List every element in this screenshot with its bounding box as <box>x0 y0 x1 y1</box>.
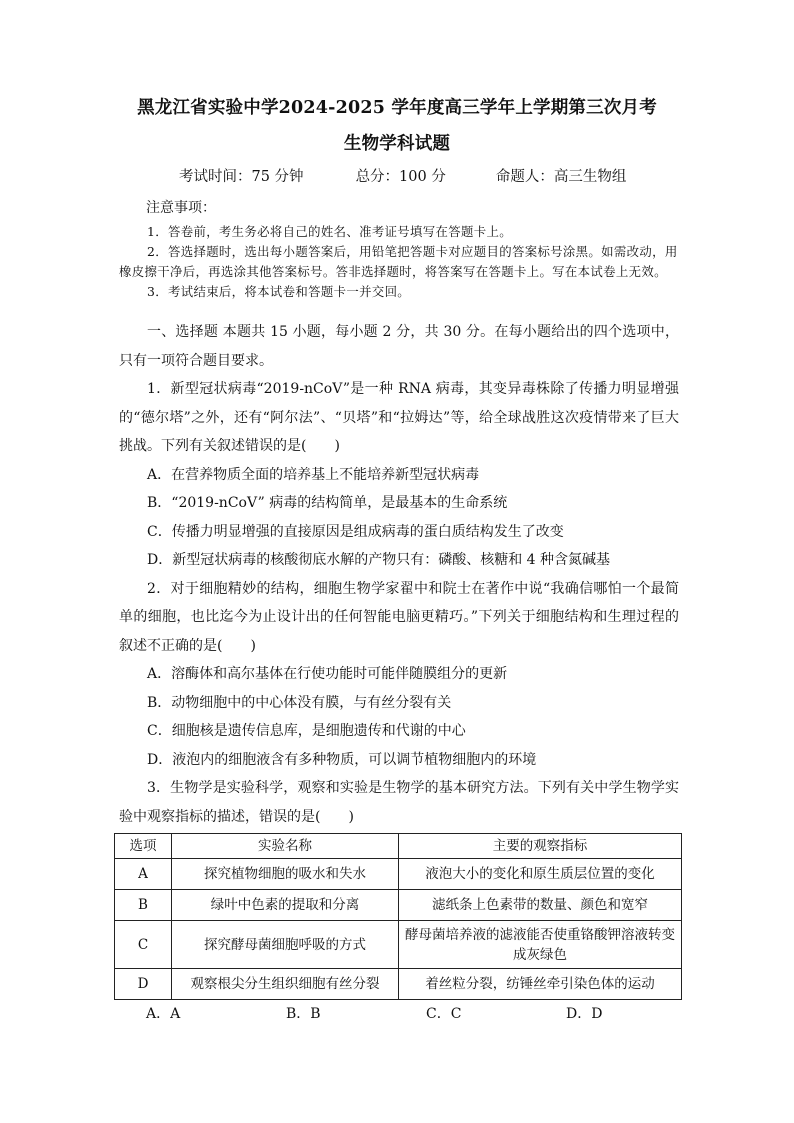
answer-option: B．动物细胞中的中心体没有膜，与有丝分裂有关 <box>147 694 452 711</box>
total-score: 总分：100 分 <box>355 169 446 185</box>
notice-item: 2．答选择题时，选出每小题答案后，用铅笔把答题卡对应题目的答案标号涂黑。如需改动，用橡皮擦干净后，再选涂其他答案标号。答非选择题时，将答案写在答题卡上。写在本试卷上无效。 <box>119 244 678 279</box>
table-cell: 绿叶中色素的提取和分离 <box>172 890 399 921</box>
exam-time: 考试时间：75 分钟 <box>179 169 304 185</box>
answer-option: D．液泡内的细胞液含有多种物质，可以调节植物细胞内的环境 <box>147 751 537 768</box>
table-cell: 探究植物细胞的吸水和失水 <box>172 859 399 890</box>
table-row <box>115 921 682 969</box>
table-cell: 着丝粒分裂，纺锤丝牵引染色体的运动 <box>399 969 682 1000</box>
notice-item: 1．答卷前，考生务必将自己的姓名、准考证号填写在答题卡上。 <box>147 224 512 239</box>
exam-subject-title: 生物学科试题 <box>343 134 451 154</box>
table-row <box>115 890 682 921</box>
table-cell: B <box>115 890 172 921</box>
table-row <box>115 969 682 1000</box>
notice-item: 3．考试结束后，将本试卷和答题卡一并交回。 <box>147 284 411 299</box>
table-cell: 观察根尖分生组织细胞有丝分裂 <box>172 969 399 1000</box>
table-cell: 滤纸条上色素带的数量、颜色和宽窄 <box>399 890 682 921</box>
exam-author: 命题人：高三生物组 <box>495 169 627 185</box>
section-heading: 一、选择题 本题共 15 小题，每小题 2 分，共 30 分。在每小题给出的四个选项中，只有一项符合题目要求。 <box>119 324 679 369</box>
answer-choice: B．B <box>286 1006 321 1022</box>
question-stem: 2．对于细胞精妙的结构，细胞生物学家翟中和院士在著作中说“我确信哪怕一个最简单的细胞，也比迄今为止设计出的任何智能电脑更精巧。”下列关于细胞结构和生理过程的叙述不正确的是( ) <box>119 580 679 654</box>
answer-option: C．传播力明显增强的直接原因是组成病毒的蛋白质结构发生了改变 <box>147 523 564 540</box>
table-cell: A <box>115 859 172 890</box>
column-header: 选项 <box>115 834 172 859</box>
answer-option: A．在营养物质全面的培养基上不能培养新型冠状病毒 <box>147 466 480 483</box>
answer-option: A．溶酶体和高尔基体在行使功能时可能伴随膜组分的更新 <box>147 666 508 682</box>
table-cell: C <box>115 921 172 969</box>
answer-choice: A．A <box>146 1006 181 1022</box>
exam-meta <box>179 165 626 186</box>
column-header: 主要的观察指标 <box>399 834 682 859</box>
table-header-row <box>115 834 682 859</box>
question-block <box>119 318 679 831</box>
table-row <box>115 859 682 890</box>
table-cell: 探究酵母菌细胞呼吸的方式 <box>172 921 399 969</box>
notice-list <box>119 222 679 302</box>
exam-title: 黑龙江省实验中学2024-2025 学年度高三学年上学期第三次月考 <box>137 98 657 118</box>
answer-option: B．“2019-nCoV” 病毒的结构简单，是最基本的生命系统 <box>147 495 508 511</box>
table-cell: 酵母菌培养液的滤液能否使重铬酸钾溶液转变成灰绿色 <box>399 921 682 969</box>
answer-choice: C．C <box>426 1006 462 1022</box>
question-stem: 1．新型冠状病毒“2019-nCoV”是一种 RNA 病毒，其变异毒株除了传播力明显增强的“德尔塔”之外，还有“阿尔法”、“贝塔”和“拉姆达”等，给全球战胜这次疫情带来了巨大挑战。下列有关叙述错误的是( ) <box>119 381 679 454</box>
answer-option: C．细胞核是遗传信息库，是细胞遗传和代谢的中心 <box>147 723 466 739</box>
question-stem: 3．生物学是实验科学，观察和实验是生物学的基本研究方法。下列有关中学生物学实验中观察指标的描述，错误的是( ) <box>119 780 679 825</box>
answer-choice: D．D <box>566 1006 603 1022</box>
answer-option: D．新型冠状病毒的核酸彻底水解的产物只有：磷酸、核糖和 4 种含氮碱基 <box>147 552 611 568</box>
table-cell: 液泡大小的变化和原生质层位置的变化 <box>399 859 682 890</box>
table-cell: D <box>115 969 172 1000</box>
observation-table <box>114 833 682 1000</box>
notice-heading: 注意事项： <box>146 200 216 216</box>
column-header: 实验名称 <box>172 834 399 859</box>
answer-choices <box>146 1003 706 1023</box>
